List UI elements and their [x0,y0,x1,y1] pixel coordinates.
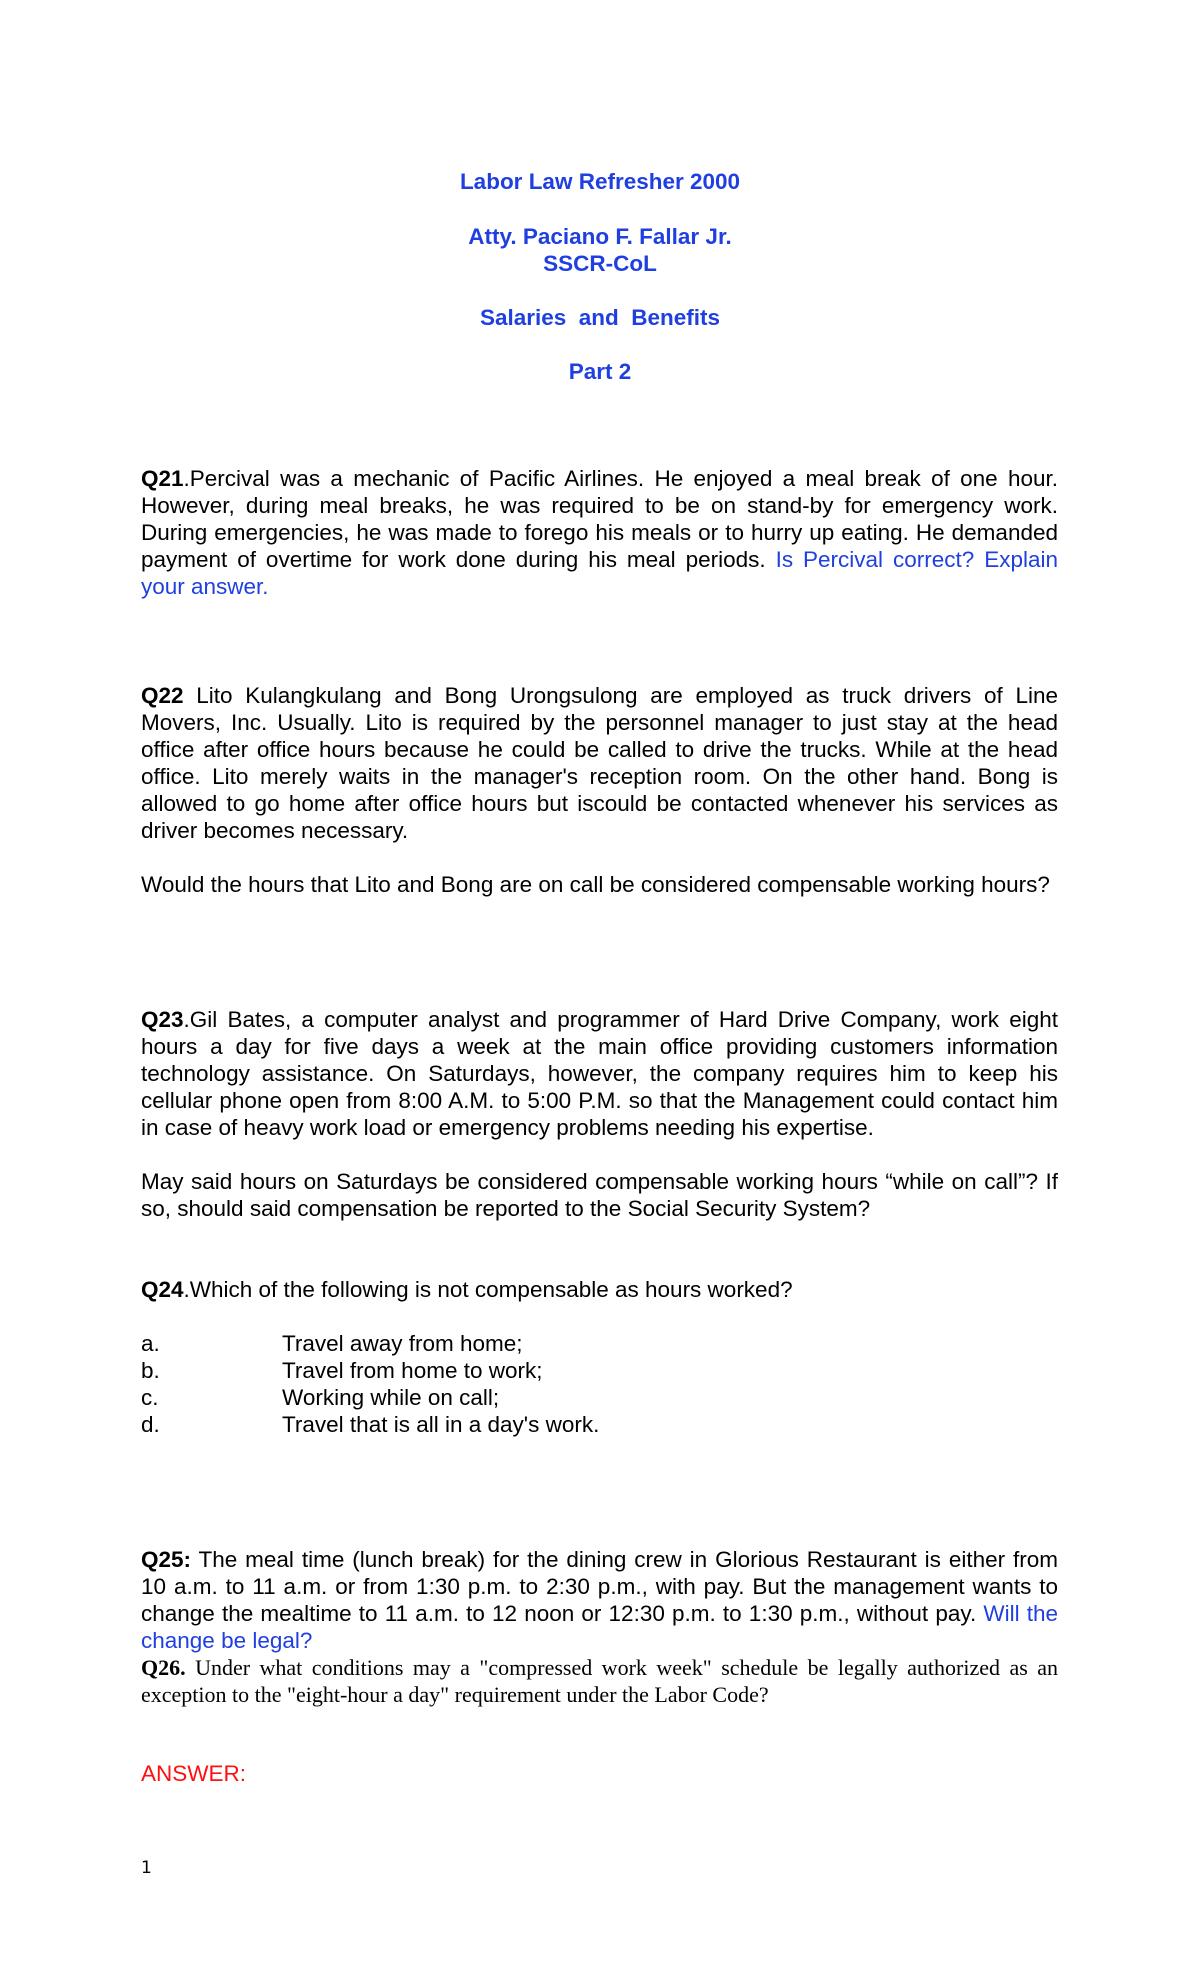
question-24-label: Q24 [141,1277,184,1302]
question-26-label: Q26. [141,1655,186,1680]
option-letter: b. [141,1358,160,1383]
question-26-text: Under what conditions may a "compressed work week" schedule be legally authorized as an exception to the "eight-hour a day" requirement under the Labor Code? [141,1655,1058,1707]
part-heading: Part 2 [568,359,632,384]
question-25-text: The meal time (lunch break) for the dining crew in Glorious Restaurant is either from 10 a.m. to 11 a.m. or from 1:30 p.m. to 2:30 p.m., with pay. But the management wants to change the mealtime to 11 a.m. to 12 noon or 12:30 p.m. to 1:30 p.m., without pay. [141,1547,1058,1626]
option-text: Travel from home to work; [282,1358,543,1383]
school-name: SSCR-CoL [543,251,657,276]
question-21-label: Q21 [141,466,184,491]
question-22-question: Would the hours that Lito and Bong are on call be considered compensable working hours? [141,872,1050,897]
option-text: Working while on call; [282,1385,500,1410]
author-name: Atty. Paciano F. Fallar Jr. [468,224,732,249]
question-25-label: Q25: [141,1547,192,1572]
question-21 [141,465,1058,600]
option-text: Travel away from home; [282,1331,523,1356]
option-letter: c. [141,1385,159,1410]
question-23-text: .Gil Bates, a computer analyst and programmer of Hard Drive Company, work eight hours a day for five days a week at the main office providing customers information technology assistance. On Saturdays, however, the company requires him to keep his cellular phone open from 8:00 A.M. to 5:00 P.M. so that the Management could contact him in case of heavy work load or emergency problems needing his expertise. [141,1007,1058,1140]
question-22-label: Q22 [141,683,184,708]
question-25-prompt: Will the change be legal? [141,1601,1058,1653]
question-25 [141,1546,1058,1654]
question-22-text: Lito Kulangkulang and Bong Urongsulong are employed as truck drivers of Line Movers, Inc. Usually. Lito is required by the personnel manager to just stay at the head office after office hours because he could be called to drive the trucks. While at the head office. Lito merely waits in the manager's reception room. On the other hand. Bong is allowed to go home after office hours but iscould be contacted whenever his services as driver becomes necessary. [141,683,1058,843]
question-21-text: .Percival was a mechanic of Pacific Airlines. He enjoyed a meal break of one hour. However, during meal breaks, he was required to be on stand-by for emergency work. During emergencies, he was made to forego his meals or to hurry up eating. He demanded payment of overtime for work done during his meal periods. [141,466,1058,572]
question-23-question: May said hours on Saturdays be considered compensable working hours “while on call”? If so, should said compensation be reported to the Social Security System? [141,1169,1058,1221]
question-24-text: .Which of the following is not compensable as hours worked? [183,1277,793,1302]
document-title: Labor Law Refresher 2000 [459,169,741,194]
question-22 [141,682,1058,844]
question-21-prompt: Is Percival correct? Explain your answer. [141,547,1058,599]
question-24 [141,1276,1058,1303]
answer-label: ANSWER: [141,1761,247,1786]
page-number: 1 [141,1858,152,1878]
topic-heading: Salaries and Benefits [479,305,721,330]
question-26 [141,1654,1058,1708]
question-23-label: Q23 [141,1007,184,1032]
option-letter: d. [141,1412,160,1437]
option-letter: a. [141,1331,160,1356]
option-text: Travel that is all in a day's work. [282,1412,600,1437]
question-23 [141,1006,1058,1141]
